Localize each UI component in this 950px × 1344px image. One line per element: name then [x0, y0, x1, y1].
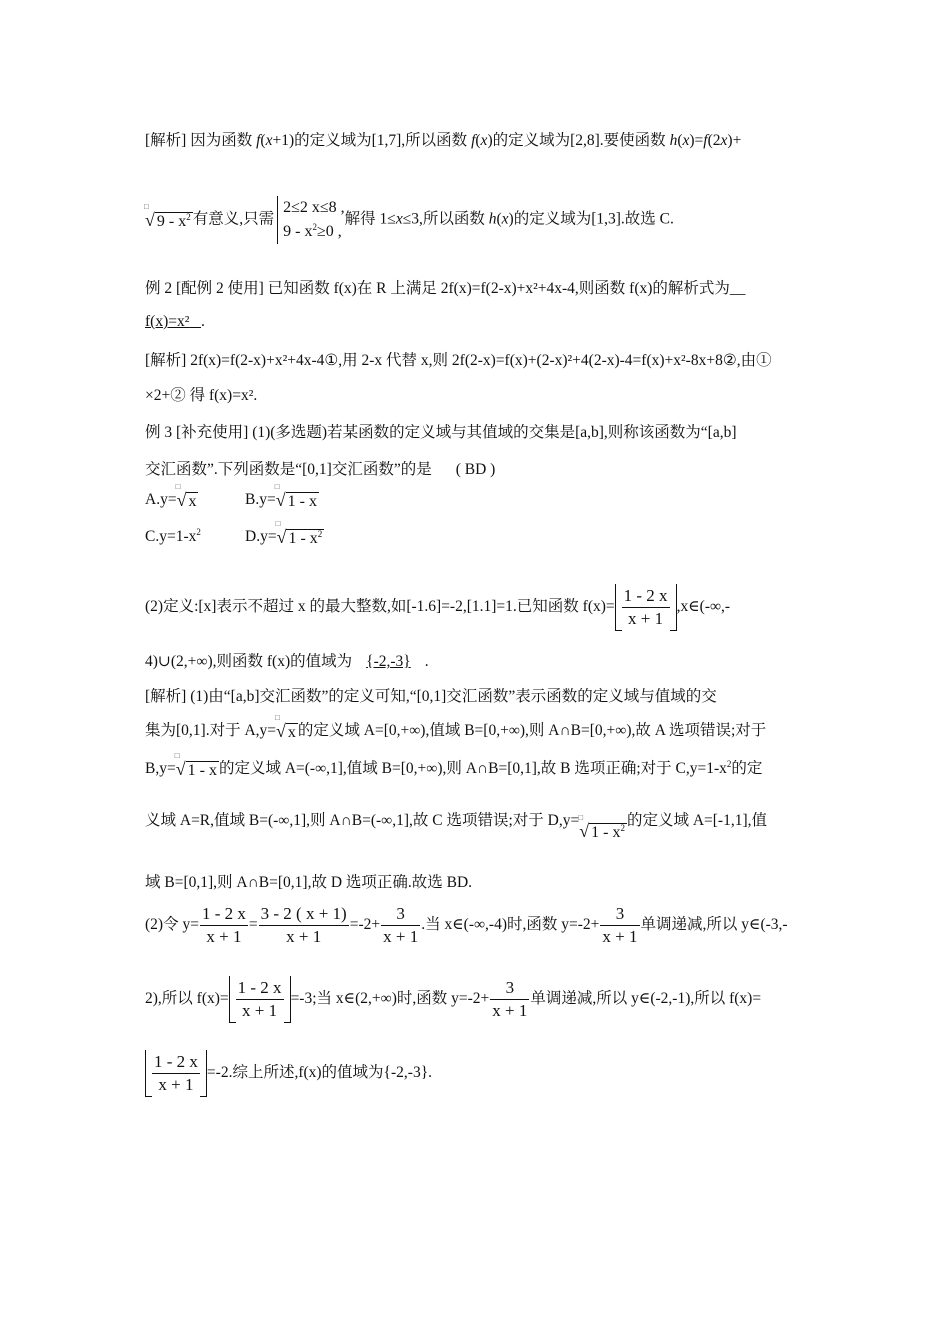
text: 义域 A=R,值域 B=(-∞,1],则 A∩B=(-∞,1],故 C 选项错误;对于 D,y= [145, 812, 580, 829]
example-2-analysis-end [145, 383, 257, 405]
example-3-analysis-b [145, 750, 763, 780]
example-3-analysis [145, 684, 717, 706]
text: x [501, 210, 509, 228]
text: 交汇函数”.下列函数是“[0,1]交汇函数”的是 [145, 461, 432, 478]
text: x [682, 132, 690, 149]
text: ( [496, 210, 502, 228]
text: x + 1 [492, 1001, 528, 1020]
text: 的定义域 A=(-∞,1],值域 B=[0,+∞),则 A∩B=[0,1],故 B 选项正确;对于 C,y=1-x [218, 760, 727, 777]
text: f [703, 132, 708, 149]
option-d [245, 519, 324, 548]
text: ( [260, 132, 266, 149]
floor-bracket [229, 976, 291, 1023]
text: 集为[0,1].对于 A,y= [145, 722, 277, 739]
sqrt-expression: □ √ x [275, 712, 296, 741]
text: 1 - 2 x [236, 978, 284, 1000]
text: x + 1 [602, 927, 638, 946]
text: h [488, 210, 497, 228]
text: 1 - 2 x [622, 586, 670, 608]
text: ≤3,所以函数 [402, 210, 489, 228]
example-3-question [145, 420, 737, 442]
text: f [471, 132, 476, 149]
text: (2)令 y= [145, 916, 199, 934]
text: 2≤2 x≤8 , [283, 199, 345, 216]
text: )的定义域为[2,8].要使函数 [487, 132, 670, 149]
floor-bracket [615, 584, 677, 631]
text: x + 1 [242, 1001, 278, 1020]
text: 的定义域 A=[0,+∞),值域 B=[0,+∞),则 A∩B=[0,+∞),故 A 选项错误;对于 [297, 722, 767, 739]
text: x [188, 493, 197, 510]
text: 2),所以 f(x)= [145, 990, 229, 1008]
option-b [245, 482, 319, 511]
option-a [145, 482, 198, 511]
analysis-1-continuation [145, 196, 674, 244]
text: x [265, 132, 273, 149]
text: 域 B=[0,1],则 A∩B=[0,1],故 D 选项正确.故选 BD. [145, 874, 473, 891]
text: 2 [726, 759, 732, 769]
text: x [395, 210, 403, 228]
text: ,x∈(-∞,- [676, 598, 731, 616]
text: 3 [381, 904, 420, 926]
text: =-2+ [349, 916, 381, 934]
example-2-analysis [145, 348, 772, 370]
text: 的定义域 A=[-1,1],值 [626, 812, 767, 829]
answer-text: f(x)=x² [145, 313, 190, 330]
text: 2 [620, 823, 625, 833]
text: h [669, 132, 678, 149]
text: 1 - x [591, 824, 621, 841]
text: 3 - 2 ( x + 1) [259, 904, 349, 926]
text: B.y= [245, 491, 276, 509]
sqrt-expression: □ √ 1 - x [174, 750, 217, 779]
text: )+ [727, 132, 742, 149]
example-3-analysis-d [145, 870, 472, 892]
text: 的定 [731, 760, 763, 777]
part-2-analysis-cont [145, 976, 761, 1023]
part-2-question-cont [145, 649, 429, 671]
text: x [480, 132, 488, 149]
text: C.y=1-x [145, 528, 197, 545]
example-2-answer: f(x)=x² . [145, 313, 205, 330]
answer-text: ( BD ) [455, 461, 496, 478]
text: )的定义域为[1,3].故选 C. [508, 210, 674, 228]
text: x + 1 [286, 927, 322, 946]
example-2-question [145, 276, 745, 298]
text: ( [677, 132, 683, 149]
analysis-1-line [145, 128, 741, 150]
text: ( [475, 132, 481, 149]
text: D.y= [245, 528, 277, 546]
part-2-analysis [145, 904, 788, 947]
example-3-analysis-a [145, 712, 767, 742]
sqrt-expression: □ √ x [175, 482, 197, 510]
text: A.y= [145, 491, 177, 509]
option-c [145, 528, 201, 546]
text: (2 [707, 132, 721, 149]
part-2-question [145, 584, 730, 631]
text: 例 2 [配例 2 使用] 已知函数 f(x)在 R 上满足 2f(x)=f(2-x)+x²+4x-4,则函数 f(x)的解析式为__ [145, 280, 746, 297]
text: [解析] 2f(x)=f(2-x)+x²+4x-4①,用 2-x 代替 x,则 2f(2-x)=f(x)+(2-x)²+4(2-x)-4=f(x)+x²-8x+8②,由① [145, 352, 772, 369]
text: x [287, 723, 296, 741]
text: x + 1 [206, 927, 242, 946]
text: 1 - x [287, 493, 317, 510]
text: 4)∪(2,+∞),则函数 f(x)的值域为 [145, 653, 353, 670]
text: +1)的定义域为[1,7],所以函数 [272, 132, 472, 149]
text: x + 1 [383, 927, 419, 946]
example-3-question-cont [145, 457, 495, 479]
floor-bracket [145, 1050, 207, 1097]
text: = [248, 916, 258, 934]
text: =-3;当 x∈(2,+∞)时,函数 y=-2+ [290, 990, 490, 1008]
part-2-analysis-end [145, 1050, 432, 1097]
sqrt-expression: □ √ $1 - x^2$ [275, 519, 323, 547]
text: 9 - x [156, 212, 187, 230]
text: ×2+② 得 f(x)=x². [145, 387, 258, 404]
text: 例 3 [补充使用] (1)(多选题)若某函数的定义域与其值域的交集是[a,b],则称该函数为“[a,b] [145, 424, 737, 441]
text: [解析] (1)由“[a,b]交汇函数”的定义可知,“[0,1]交汇函数”表示函数的定义域与值域的交 [145, 688, 717, 705]
text: (2)定义:[x]表示不超过 x 的最大整数,如[-1.6]=-2,[1.1]=1.已知函数 f(x)= [145, 598, 615, 616]
text: 有意义,只需 [192, 210, 275, 228]
text: B,y= [145, 760, 176, 777]
text: ≥0 , [316, 223, 342, 240]
text: 2 [312, 222, 317, 232]
text: f [256, 132, 261, 149]
text: 3 [490, 978, 529, 1000]
text: 1 - x [288, 530, 318, 547]
sqrt-expression: □ √ 1 - x [274, 482, 317, 510]
text: 单调递减,所以 y∈(-2,-1),所以 f(x)= [530, 990, 762, 1008]
text: 3 [600, 904, 639, 926]
text: 1 - 2 x [200, 904, 248, 926]
text: 2 [317, 529, 323, 539]
condition-system [277, 196, 345, 244]
text: )= [689, 132, 704, 149]
text: [解析] 因为函数 [145, 132, 257, 149]
text: 2 [196, 527, 201, 537]
text: 1 - 2 x [152, 1052, 200, 1074]
example-3-analysis-c [145, 808, 767, 842]
answer-text: {-2,-3} [366, 653, 411, 670]
text: 9 - x [283, 223, 313, 240]
text: x [720, 132, 728, 149]
text: 2 [186, 211, 191, 222]
text: 1 - x [187, 761, 217, 779]
text: x + 1 [158, 1075, 194, 1094]
text: x + 1 [628, 609, 664, 628]
sqrt-expression: □ √ $1 - x^2$ [578, 813, 625, 841]
text: . [424, 653, 429, 670]
text: .当 x∈(-∞,-4)时,函数 y=-2+ [421, 916, 600, 934]
text: 解得 1≤ [344, 210, 396, 228]
text: =-2.综上所述,f(x)的值域为{-2,-3}. [206, 1064, 433, 1082]
sqrt-expression: □ √ $9 - x^2$ [144, 201, 191, 230]
text: 单调递减,所以 y∈(-3,- [640, 916, 788, 934]
